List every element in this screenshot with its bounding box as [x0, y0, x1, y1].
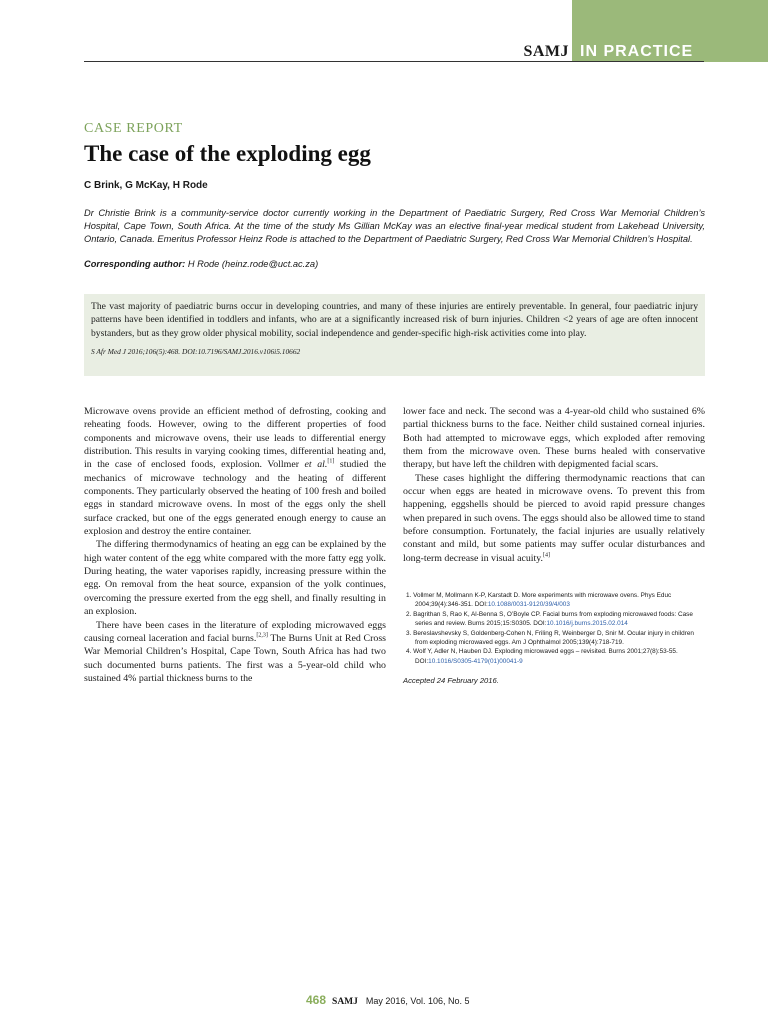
- citation-ref[interactable]: [2,3]: [256, 632, 268, 639]
- body-column-right: [403, 405, 705, 565]
- abstract-text: The vast majority of paediatric burns occur in developing countries, and many of these injuries are entirely preventable. In general, four paediatric injury patterns have been identified in toddlers and infants, who are at a significantly increased risk of burn injuries. Children <2 years of age are often innocent bystanders, but as they grow older physical mobility, social independence and gender-specific high-risk activities come into play.: [91, 301, 698, 339]
- body-paragraph: These cases highlight the differing thermodynamic reactions that can occur when eggs are heated in microwave ovens. To prevent this from happening, eggshells should be pierced to avoid rapid pressure changes when prepared in such ovens. The eggs should also be allowed time to stand before consumption. Fortunately, the facial injuries are usually relatively constant and mild, but some patients may suffer ocular disturbances and long-term decrease in visual acuity.[4]: [403, 472, 705, 564]
- corresponding-author: [84, 259, 318, 269]
- corresponding-author-label: Corresponding author:: [84, 259, 186, 269]
- doi-link[interactable]: 10.1016/j.burns.2015.02.014: [546, 620, 628, 628]
- doi-link[interactable]: 10.1088/0031-9120/39/4/003: [487, 601, 570, 609]
- author-affiliations: Dr Christie Brink is a community-service doctor currently working in the Department of Paediatric Surgery, Red Cross War Memorial Children’s Hospital, Cape Town, South Africa. At the time of the study Ms Gillian McKay was an elective final-year medical student from Lakehead University, Ontario, Canada. Emeritus Professor Heinz Rode is attached to the Department of Paediatric Surgery, Red Cross War Memorial Children’s Hospital.: [84, 208, 705, 245]
- abstract-box: [84, 294, 705, 376]
- doi-link[interactable]: 10.1016/S0305-4179(01)00041-9: [428, 657, 523, 665]
- body-paragraph: There have been cases in the literature of exploding microwaved eggs causing corneal laceration and facial burns.[2,3] The Burns Unit at Red Cross War Memorial Children’s Hospital, Cape Town, South Africa has had two such documented burns patients. The first was a 5-year-old child who sustained 4% partial thickness burns to the: [84, 619, 387, 684]
- accepted-date: Accepted 24 February 2016.: [403, 676, 499, 685]
- journal-name: SAMJ: [523, 43, 569, 60]
- article-authors: C Brink, G McKay, H Rode: [84, 180, 208, 191]
- section-tab: [572, 0, 768, 62]
- article-title: The case of the exploding egg: [84, 141, 371, 166]
- body-paragraph: Microwave ovens provide an efficient method of defrosting, cooking and reheating foods. However, owing to the different properties of food components and microwave ovens, their use leads to differential energy distribution. This results in varying cooking times, differential heating and, in the case of enclosed foods, explosion. Vollmer et al.[1] studied the mechanics of microwave technology and the heating of different components. They particularly observed the heating of 100 fresh and boiled eggs in standard microwave ovens. In most of the eggs only the shell surface cracked, but one of the eggs generated enough energy to cause an explosion and destroy the entire container.: [84, 406, 387, 538]
- citation-ref[interactable]: [1]: [327, 459, 335, 466]
- body-column-left: [84, 405, 386, 685]
- footer-journal: SAMJ: [332, 997, 358, 1007]
- corresponding-author-text: H Rode (heinz.rode@uct.ac.za): [187, 259, 319, 269]
- reference-item: 3. Bereslavshevsky S, Goldenberg-Cohen N, Friling R, Weinberger D, Snir M. Ocular injury in children from exploding microwaved eggs. Am J Ophthalmol 2005;139(4):718-719.: [406, 629, 694, 647]
- page-footer: [306, 993, 469, 1007]
- body-paragraph: The differing thermodynamics of heating an egg can be explained by the high water content of the egg white compared with the more fatty egg yolk. During heating, the water vaporises rapidly, increasing pressure within the egg. On removal from the heat source, expansion of the yolk continues, overcoming the pressure exerted from the egg shell, and finally resulting in an explosion.: [84, 539, 386, 618]
- section-label: IN PRACTICE: [580, 43, 694, 60]
- reference-item: 1. Vollmer M, Mollmann K-P, Karstadt D. More experiments with microwave ovens. Phys Educ 2004;39(4):346-351. DOI:10.1088/0031-9120/39/4/003: [406, 592, 672, 609]
- reference-item: 4. Wolf Y, Adler N, Hauben DJ. Exploding microwaved eggs – revisited. Burns 2001;27(8):53-55. DOI:10.1016/S0305-4179(01)00041-9: [406, 648, 678, 665]
- reference-item: 2. Bagrithan S, Rao K, Al-Benna S, O’Boyle CP. Facial burns from exploding microwaved foods: Case series and review. Burns 2015;15:S0305. DOI:10.1016/j.burns.2015.02.014: [406, 610, 693, 628]
- header-divider: [84, 61, 704, 62]
- article-kicker: CASE REPORT: [84, 121, 183, 136]
- body-paragraph: lower face and neck. The second was a 4-year-old child who sustained 6% partial thickness burns to the face. Neither child sustained corneal injuries. Both had attempted to microwave eggs, which exploded after removing them from the microwave oven. These burns healed with conservative therapy, but have left the children with depigmented facial scars.: [403, 406, 705, 471]
- footer-issue: May 2016, Vol. 106, No. 5: [365, 996, 470, 1006]
- citation-ref[interactable]: [4]: [543, 552, 551, 559]
- reference-list: [403, 591, 705, 666]
- page-number: 468: [306, 993, 327, 1007]
- article-citation: S Afr Med J 2016;106(5):468. DOI:10.7196/SAMJ.2016.v106i5.10662: [91, 346, 301, 356]
